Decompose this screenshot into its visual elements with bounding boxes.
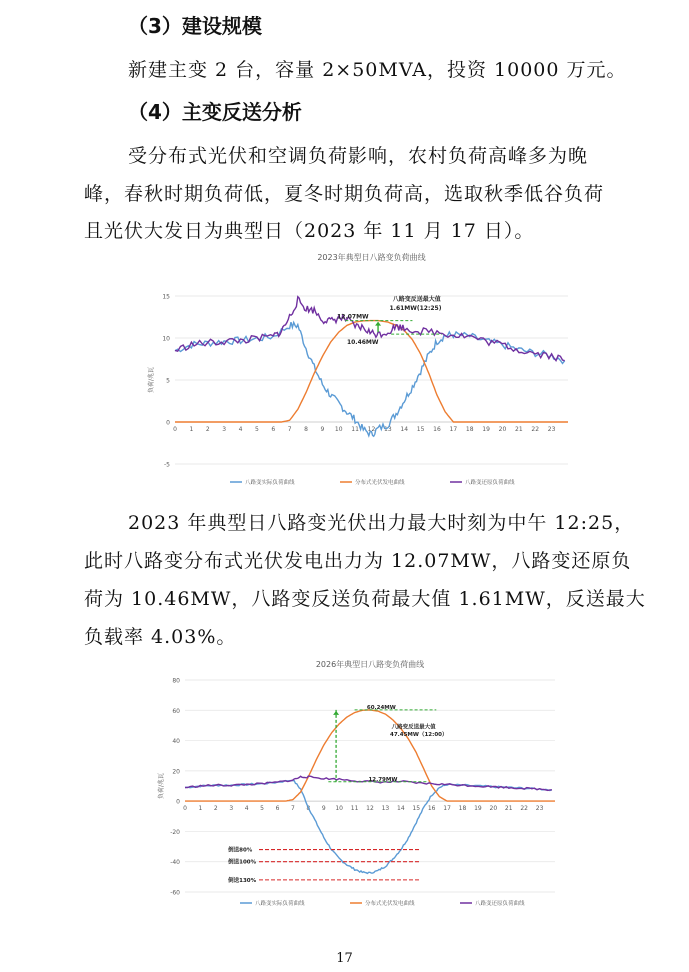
x-tick-label: 13 — [384, 426, 392, 433]
section-4-line-1: 受分布式光伏和空调负荷影响，农村负荷高峰多为晚 — [128, 145, 589, 167]
x-tick-label: 13 — [381, 805, 390, 813]
x-tick-label: 23 — [535, 805, 544, 813]
x-tick-label: 21 — [515, 426, 523, 433]
x-tick-label: 22 — [531, 426, 540, 433]
x-tick-label: 6 — [271, 426, 276, 433]
analysis-line-3: 荷为 10.46MW，八路变反送负荷最大值 1.61MW，反送最大 — [84, 588, 646, 610]
section-3-heading: （3）建设规模 — [128, 14, 262, 38]
legend-label-2: 八路变还原负荷曲线 — [465, 480, 515, 486]
legend-label-1: 分布式光伏发电曲线 — [355, 480, 405, 486]
x-tick-label: 15 — [416, 426, 425, 433]
reverse-arrow-head — [375, 322, 381, 326]
x-tick-label: 3 — [222, 426, 227, 433]
series-line-2 — [175, 297, 565, 361]
x-tick-label: 15 — [412, 805, 421, 813]
y-axis-label: 负荷/兆瓦 — [148, 366, 155, 394]
chart-title: 2023年典型日八路变负荷曲线 — [317, 253, 426, 262]
chart-2023-load-curve — [150, 248, 570, 493]
section-3-body: 新建主变 2 台，容量 2×50MVA，投资 10000 万元。 — [128, 59, 627, 81]
threshold-label-2: 倒送130% — [228, 877, 257, 884]
reverse-value: 1.61MW(12:25) — [389, 305, 442, 312]
x-tick-label: 4 — [244, 805, 249, 813]
section-4-line-3: 且光伏大发日为典型日（2023 年 11 月 17 日）。 — [84, 220, 535, 242]
x-tick-label: 10 — [335, 805, 343, 813]
y-tick-label: 60 — [172, 707, 180, 715]
x-tick-label: 2 — [213, 805, 218, 813]
x-tick-label: 6 — [275, 805, 280, 813]
analysis-line-4: 负载率 4.03%。 — [84, 626, 237, 648]
x-tick-label: 20 — [489, 805, 498, 813]
x-tick-label: 11 — [351, 426, 359, 433]
legend-label-0: 八路变实际负荷曲线 — [245, 480, 295, 486]
analysis-line-2: 此时八路变分布式光伏发电出力为 12.07MW，八路变还原负 — [84, 550, 632, 572]
x-tick-label: 1 — [198, 805, 203, 813]
legend-label-1: 分布式光伏发电曲线 — [365, 901, 415, 907]
legend-label-0: 八路变实际负荷曲线 — [255, 901, 305, 907]
y-tick-label: 20 — [172, 768, 180, 776]
x-tick-label: 11 — [350, 805, 359, 813]
x-tick-label: 2 — [205, 426, 210, 433]
x-tick-label: 9 — [320, 426, 325, 433]
x-tick-label: 5 — [260, 805, 264, 813]
x-tick-label: 18 — [465, 426, 474, 433]
x-tick-label: 17 — [443, 805, 451, 813]
y-tick-label: -20 — [170, 828, 180, 836]
x-tick-label: 0 — [183, 805, 187, 813]
x-tick-label: 14 — [397, 805, 405, 813]
x-tick-label: 22 — [520, 805, 528, 813]
threshold-label-1: 倒送100% — [228, 859, 257, 866]
chart-title: 2026年典型日八路变负荷曲线 — [315, 660, 425, 669]
x-tick-label: 21 — [504, 805, 513, 813]
analysis-line-1: 2023 年典型日八路变光伏出力最大时刻为中午 12:25， — [128, 512, 635, 534]
series-line-1 — [175, 321, 568, 422]
section-4-line-2: 峰，春秋时期负荷低，夏冬时期负荷高，选取秋季低谷负荷 — [84, 183, 605, 205]
restore-label: 10.46MW — [346, 339, 379, 347]
y-tick-label: 10 — [162, 335, 170, 343]
x-tick-label: 16 — [427, 805, 436, 813]
reverse-value: 47.45MW（12:00） — [390, 732, 448, 739]
x-tick-label: 19 — [474, 805, 482, 813]
page-number: 17 — [336, 951, 353, 966]
x-tick-label: 0 — [173, 426, 177, 433]
x-tick-label: 5 — [254, 426, 259, 433]
reverse-title: 八路变反送最大值 — [392, 296, 441, 303]
y-tick-label: -5 — [164, 461, 170, 469]
x-tick-label: 7 — [291, 805, 295, 813]
x-tick-label: 1 — [189, 426, 194, 433]
threshold-label-0: 倒送80% — [228, 847, 253, 854]
y-tick-label: 40 — [172, 738, 180, 746]
y-tick-label: 0 — [176, 798, 180, 806]
x-tick-label: 18 — [458, 805, 467, 813]
x-tick-label: 19 — [482, 426, 490, 433]
peak-label: 12.07MW — [337, 313, 369, 321]
x-tick-label: 12 — [367, 426, 376, 433]
chart-2026-load-curve — [145, 655, 570, 915]
x-tick-label: 7 — [287, 426, 292, 433]
y-axis-label: 负荷/兆瓦 — [158, 772, 165, 800]
x-tick-label: 23 — [547, 426, 556, 433]
y-tick-label: 80 — [172, 677, 180, 685]
peak-label: 60.24MW — [366, 704, 396, 711]
x-tick-label: 12 — [366, 805, 374, 813]
x-tick-label: 14 — [400, 426, 409, 433]
x-tick-label: 8 — [304, 426, 308, 433]
y-tick-label: 0 — [166, 419, 170, 427]
x-tick-label: 17 — [449, 426, 458, 433]
x-tick-label: 16 — [433, 426, 441, 433]
x-tick-label: 8 — [306, 805, 311, 813]
y-tick-label: -60 — [170, 889, 180, 897]
legend-label-2: 八路变还原负荷曲线 — [475, 901, 525, 907]
x-tick-label: 3 — [229, 805, 234, 813]
x-tick-label: 20 — [498, 426, 507, 433]
x-tick-label: 10 — [334, 426, 343, 433]
x-tick-label: 4 — [238, 426, 243, 433]
y-tick-label: -40 — [170, 859, 180, 867]
y-tick-label: 15 — [162, 293, 170, 301]
section-4-heading: （4）主变反送分析 — [128, 100, 302, 124]
reverse-title: 八路变反送最大值 — [391, 724, 436, 731]
reverse-arrow-head — [333, 711, 339, 715]
x-tick-label: 9 — [321, 805, 326, 813]
y-tick-label: 5 — [166, 377, 170, 385]
restore-label: 12.79MW — [368, 776, 398, 783]
